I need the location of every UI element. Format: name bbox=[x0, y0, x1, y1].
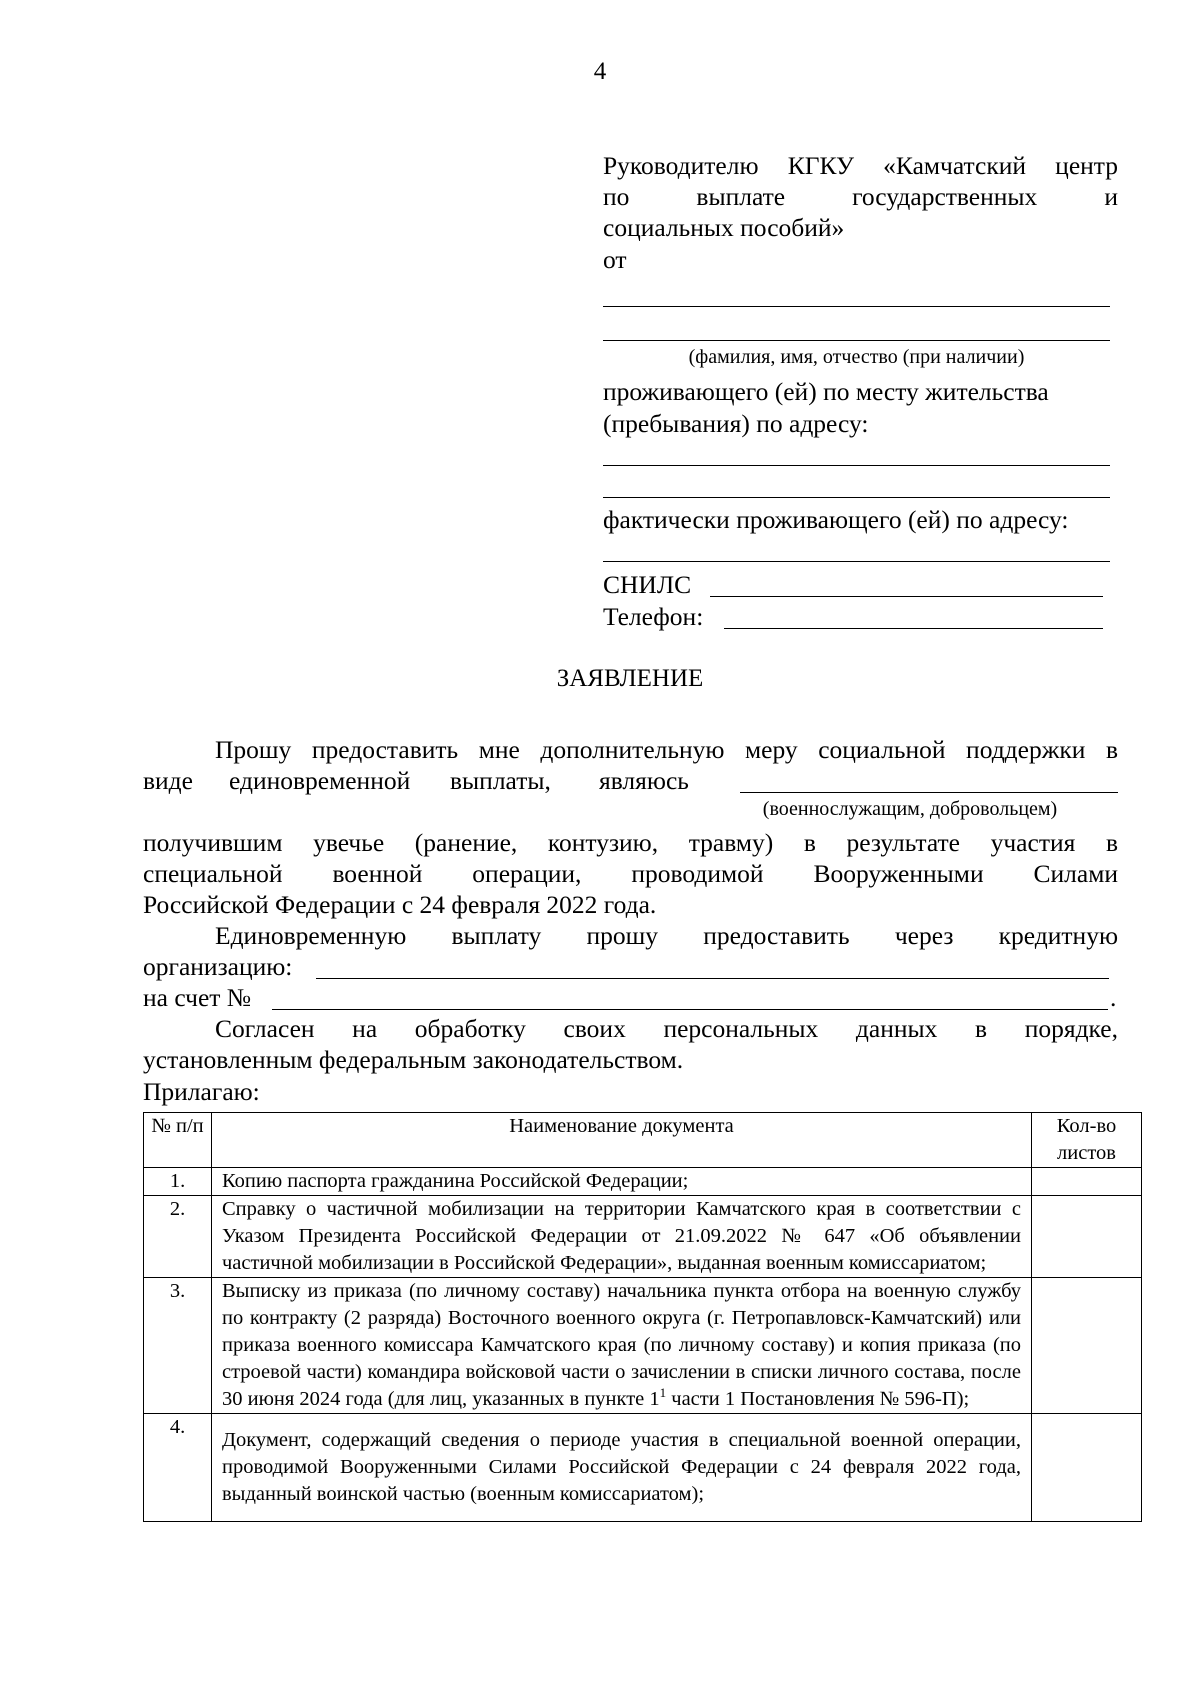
addressee-line-2-word: выплате bbox=[696, 182, 786, 211]
p2-org-label: организацию: bbox=[143, 952, 293, 981]
superscript: 1 bbox=[659, 1385, 667, 1401]
row-doc-name: Копию паспорта гражданина Российской Федерации; bbox=[212, 1168, 1032, 1196]
p1-line-3: получившим увечье (ранение, контузию, травму) в результате участия в bbox=[143, 828, 1118, 857]
row-doc-name-part: части 1 Постановления № 596-П); bbox=[666, 1388, 970, 1410]
residence-line-1: проживающего (ей) по месту жительства bbox=[603, 377, 1049, 406]
account-end-dot: . bbox=[1110, 983, 1117, 1012]
residence-address-line-1[interactable] bbox=[603, 465, 1110, 466]
p3-line-2: установленным федеральным законодательством. bbox=[143, 1045, 684, 1074]
row-count-cell[interactable] bbox=[1032, 1278, 1142, 1414]
residence-address-line-2[interactable] bbox=[603, 497, 1110, 498]
table-row bbox=[144, 1278, 1142, 1414]
row-num: 4. bbox=[144, 1414, 212, 1522]
row-num: 1. bbox=[144, 1168, 212, 1196]
document-title: ЗАЯВЛЕНИЕ bbox=[556, 665, 704, 692]
row-num: 2. bbox=[144, 1196, 212, 1278]
from-label: от bbox=[603, 245, 627, 274]
table-row bbox=[144, 1168, 1142, 1196]
p1-line-4: специальной военной операции, проводимой Вооруженными Силами bbox=[143, 859, 1118, 888]
snils-field[interactable] bbox=[710, 596, 1103, 597]
account-number-field[interactable] bbox=[272, 1009, 1108, 1010]
addressee-line-2-word: государственных bbox=[852, 182, 1038, 211]
phone-label: Телефон: bbox=[603, 602, 704, 631]
name-hint: (фамилия, имя, отчество (при наличии) bbox=[688, 346, 1025, 368]
header-count: Кол-во листов bbox=[1032, 1113, 1142, 1168]
status-field[interactable] bbox=[740, 792, 1118, 793]
p1-line-2-word: единовременной bbox=[229, 766, 411, 795]
name-field-line-1[interactable] bbox=[603, 306, 1110, 307]
attach-label: Прилагаю: bbox=[143, 1077, 260, 1106]
actual-residence-address-line[interactable] bbox=[603, 561, 1110, 562]
bank-organization-field[interactable] bbox=[316, 978, 1109, 979]
table-header-row bbox=[144, 1113, 1142, 1168]
p1-line-5: Российской Федерации с 24 февраля 2022 года. bbox=[143, 890, 657, 919]
p2-line-1: Единовременную выплату прошу предоставить через кредитную bbox=[215, 921, 1118, 950]
status-hint: (военнослужащим, добровольцем) bbox=[762, 798, 1058, 820]
name-field-line-2[interactable] bbox=[603, 340, 1110, 341]
header-num: № п/п bbox=[144, 1113, 212, 1168]
addressee-line-3: социальных пособий» bbox=[603, 213, 845, 242]
p2-account-label: на счет № bbox=[143, 983, 252, 1012]
row-doc-name-part: Выписку из приказа (по личному составу) начальника пункта отбора на военную службу по контракту (2 разряда) Восточного военного округа (г. Петропавловск-Камчатский) или приказа военного комиссара Камчатского края (по личному составу) и копия приказа (по строевой части) командира войсковой части о зачислении в списки личного состава, после 30 июня 2024 года (для лиц, указанных в пункте 1 bbox=[222, 1280, 1021, 1410]
phone-field[interactable] bbox=[724, 628, 1103, 629]
p1-line-2-word: являюсь bbox=[599, 766, 689, 795]
row-count-cell[interactable] bbox=[1032, 1168, 1142, 1196]
p1-line-1: Прошу предоставить мне дополнительную меру социальной поддержки в bbox=[215, 735, 1118, 764]
attachments-table bbox=[143, 1112, 1142, 1522]
addressee-line-2 bbox=[603, 181, 1118, 212]
actual-residence-label: фактически проживающего (ей) по адресу: bbox=[603, 505, 1069, 534]
snils-label: СНИЛС bbox=[603, 570, 692, 599]
row-doc-name: Документ, содержащий сведения о периоде участия в специальной военной операции, проводимой Вооруженными Силами Российской Федерации с 24 февраля 2022 года, выданный воинской частью (военным комиссариатом); bbox=[212, 1414, 1032, 1522]
p3-line-1: Согласен на обработку своих персональных данных в порядке, bbox=[215, 1014, 1118, 1043]
table-row bbox=[144, 1414, 1142, 1522]
page-number: 4 bbox=[593, 58, 607, 85]
table-row bbox=[144, 1196, 1142, 1278]
addressee-line-2-word: по bbox=[603, 182, 630, 211]
addressee-line-1: Руководителю КГКУ «Камчатский центр bbox=[603, 151, 1118, 180]
row-doc-name bbox=[212, 1278, 1032, 1414]
row-doc-name: Справку о частичной мобилизации на территории Камчатского края в соответствии с Указом Президента Российской Федерации от 21.09.2022 № 647 «Об объявлении частичной мобилизации в Российской Федерации», выданная военным комиссариатом; bbox=[212, 1196, 1032, 1278]
p1-line-2-word: виде bbox=[143, 766, 193, 795]
p1-line-2-word: выплаты, bbox=[450, 766, 551, 795]
residence-line-2: (пребывания) по адресу: bbox=[603, 409, 869, 438]
row-num: 3. bbox=[144, 1278, 212, 1414]
addressee-line-2-word: и bbox=[1104, 182, 1118, 211]
row-count-cell[interactable] bbox=[1032, 1414, 1142, 1522]
row-count-cell[interactable] bbox=[1032, 1196, 1142, 1278]
header-name: Наименование документа bbox=[212, 1113, 1032, 1168]
